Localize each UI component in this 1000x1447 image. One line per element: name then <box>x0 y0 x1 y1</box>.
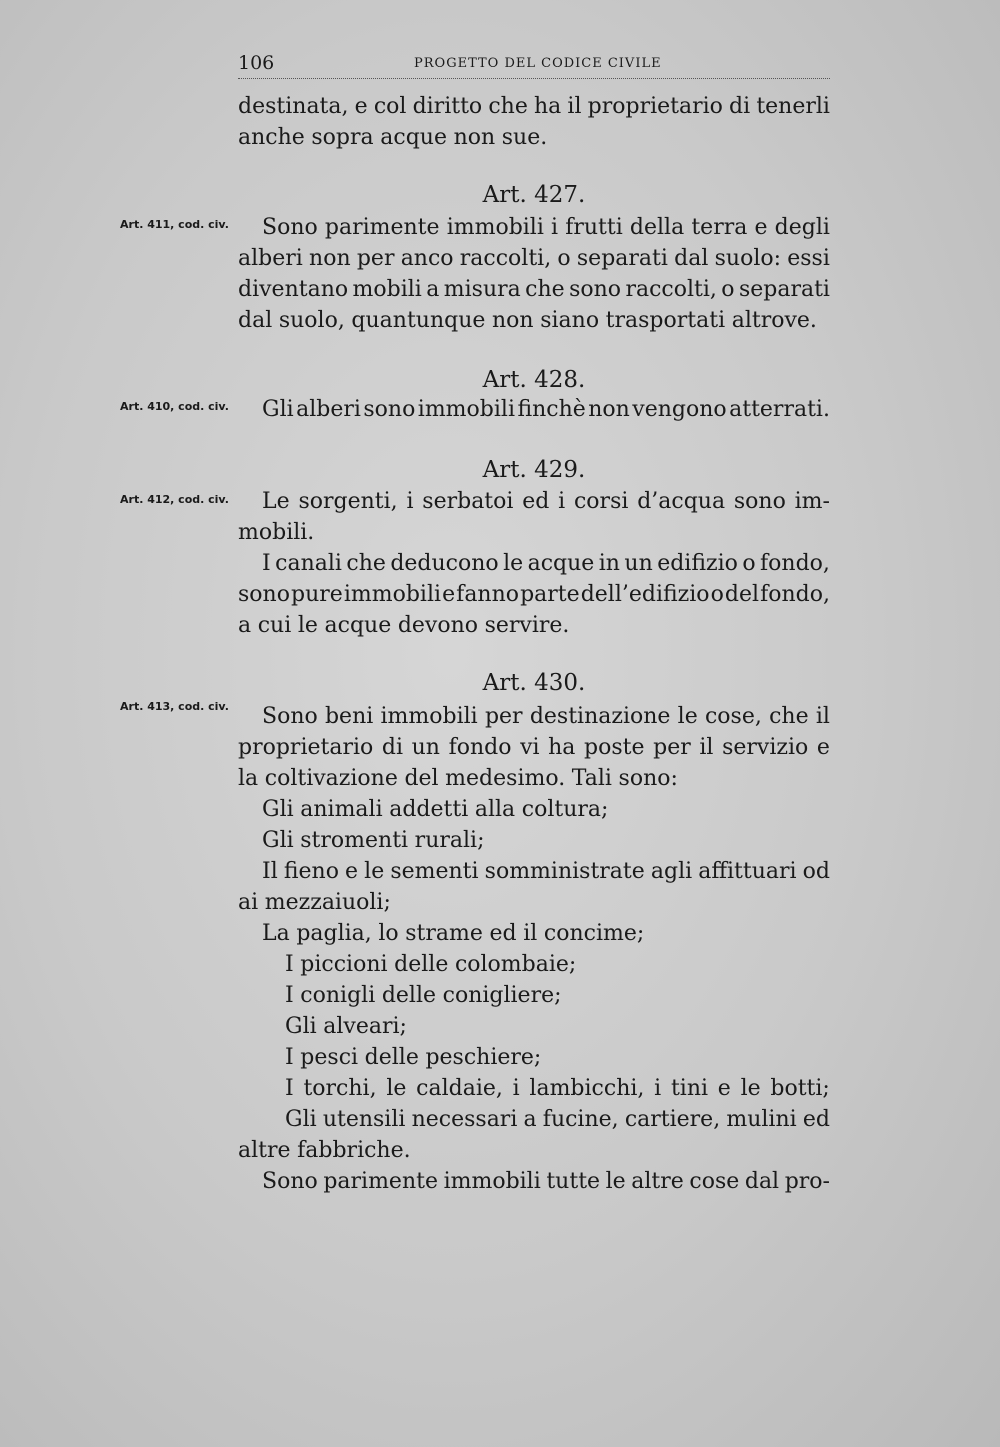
word: deducono <box>390 551 499 576</box>
text-line <box>238 306 830 336</box>
word: i <box>551 215 559 240</box>
word: il <box>815 704 830 729</box>
word: o <box>742 551 756 576</box>
word: per <box>653 735 691 760</box>
word: fieno <box>283 859 339 884</box>
word: che <box>346 551 386 576</box>
margin-note: Art. 410, cod. civ. <box>120 400 229 413</box>
word: degli <box>774 215 830 240</box>
word: sono <box>569 277 622 302</box>
word: e <box>754 215 768 240</box>
word: alberi <box>238 246 303 271</box>
word: agli <box>650 859 693 884</box>
word: corsi <box>573 489 629 514</box>
word: suolo, <box>278 308 345 333</box>
word: altre <box>631 1169 684 1194</box>
word: servire. <box>484 613 570 638</box>
word: le <box>503 551 524 576</box>
text-line <box>238 518 830 548</box>
word: fucine, <box>542 1107 619 1132</box>
word: di <box>729 94 751 119</box>
word: sue. <box>501 125 548 150</box>
word: necessari <box>411 1107 518 1132</box>
word: serbatoi <box>422 489 514 514</box>
word: Gli <box>262 397 294 422</box>
word: La <box>262 921 290 946</box>
word: coltura; <box>521 797 609 822</box>
word: il <box>699 735 714 760</box>
word: finchè <box>517 397 586 422</box>
word: siano <box>540 308 600 333</box>
word: somministrate <box>484 859 645 884</box>
word: conigli <box>300 983 376 1008</box>
text-line <box>238 275 830 305</box>
word: separati <box>576 246 668 271</box>
margin-note: Art. 411, cod. civ. <box>120 218 229 231</box>
word: Sono <box>262 704 318 729</box>
word: i <box>406 489 414 514</box>
word: ai <box>238 890 259 915</box>
word: i <box>512 1076 520 1101</box>
word: beni <box>324 704 374 729</box>
word: misura <box>443 277 521 302</box>
word: sorgenti, <box>298 489 398 514</box>
text-line <box>238 123 830 153</box>
word: Gli <box>285 1107 317 1132</box>
word: che <box>769 704 809 729</box>
word: fondo <box>448 735 512 760</box>
word: tini <box>670 1076 709 1101</box>
word: col <box>373 94 407 119</box>
word: e <box>354 94 368 119</box>
running-title: PROGETTO DEL CODICE CIVILE <box>414 56 662 71</box>
article-heading: Art. 429. <box>482 457 586 483</box>
word: fabbriche. <box>297 1138 411 1163</box>
word: parimente <box>324 215 440 240</box>
word: o <box>557 246 571 271</box>
word: Le <box>262 489 290 514</box>
word: acque <box>527 551 595 576</box>
text-line <box>238 92 830 122</box>
word: acque <box>324 613 392 638</box>
word: proprietario <box>238 735 374 760</box>
text-line <box>262 395 830 425</box>
word: alberi <box>296 397 361 422</box>
word: essi <box>787 246 830 271</box>
word: raccolti, <box>459 246 552 271</box>
word: ha <box>533 94 562 119</box>
word: un <box>411 735 440 760</box>
word: parte <box>520 582 580 607</box>
word: colombaie; <box>454 952 577 977</box>
word: immobili <box>343 582 442 607</box>
word: i <box>558 489 566 514</box>
word: del <box>724 582 760 607</box>
word: altre <box>238 1138 291 1163</box>
word: servizio <box>722 735 809 760</box>
word: caldaie, <box>416 1076 503 1101</box>
word: raccolti, <box>625 277 717 302</box>
word: anco <box>400 246 454 271</box>
text-line <box>285 1105 830 1135</box>
word: Gli <box>262 828 294 853</box>
word: a <box>426 277 440 302</box>
word: le <box>386 1076 407 1101</box>
word: e <box>442 582 456 607</box>
word: in <box>598 551 620 576</box>
word: alveari; <box>323 1014 407 1039</box>
word: sono <box>363 397 416 422</box>
text-line <box>262 1167 830 1197</box>
word: suolo: <box>714 246 782 271</box>
word: addetti <box>389 797 469 822</box>
word: o <box>710 582 724 607</box>
word: Gli <box>262 797 294 822</box>
word: peschiere; <box>425 1045 542 1070</box>
word: animali <box>300 797 383 822</box>
word: ha <box>548 735 576 760</box>
word: fondo, <box>760 551 830 576</box>
word: im- <box>794 489 830 514</box>
word: atterrati. <box>729 397 830 422</box>
word: destinata, <box>238 94 349 119</box>
word: poste <box>584 735 645 760</box>
word: cose <box>689 1169 740 1194</box>
text-line <box>285 1012 830 1042</box>
page-header <box>238 48 830 79</box>
word: Gli <box>285 1014 317 1039</box>
word: della <box>629 215 685 240</box>
text-line <box>285 1074 830 1104</box>
word: od <box>802 859 830 884</box>
word: che <box>525 277 565 302</box>
word: botti; <box>770 1076 830 1101</box>
word: terra <box>691 215 748 240</box>
word: immobili <box>446 215 544 240</box>
word: I <box>285 983 294 1008</box>
word: trasportati <box>605 308 726 333</box>
word: parimente <box>323 1169 438 1194</box>
word: mobili. <box>238 520 315 545</box>
word: immobili <box>417 397 515 422</box>
article-heading: Art. 430. <box>482 670 586 696</box>
word: fondo, <box>760 582 830 607</box>
word: delle <box>381 983 437 1008</box>
text-line <box>285 950 830 980</box>
word: rurali; <box>414 828 485 853</box>
word: ed <box>489 921 517 946</box>
word: immobili <box>380 704 478 729</box>
word: piccioni <box>300 952 388 977</box>
word: tenerli <box>756 94 830 119</box>
word: o <box>721 277 735 302</box>
word: dal <box>238 308 273 333</box>
text-line <box>238 733 830 763</box>
word: sementi <box>390 859 479 884</box>
word: strame <box>405 921 483 946</box>
article-heading: Art. 428. <box>482 367 586 393</box>
text-line <box>262 857 830 887</box>
word: diritto <box>412 94 483 119</box>
text-line <box>262 702 830 732</box>
word: la <box>238 766 259 791</box>
word: e <box>816 735 830 760</box>
page-number: 106 <box>238 52 275 74</box>
word: I <box>285 952 294 977</box>
word: le <box>677 704 698 729</box>
word: canali <box>275 551 342 576</box>
word: alla <box>474 797 516 822</box>
word: cartiere, <box>624 1107 721 1132</box>
word: dell’edifizio <box>580 582 710 607</box>
margin-note: Art. 413, cod. civ. <box>120 700 229 713</box>
text-line <box>262 826 830 856</box>
word: delle <box>364 1045 419 1070</box>
word: I <box>285 1076 294 1101</box>
word: e <box>345 859 359 884</box>
word: vi <box>520 735 540 760</box>
word: Sono <box>262 1169 318 1194</box>
word: immobili <box>443 1169 541 1194</box>
word: dal <box>674 246 709 271</box>
text-line <box>238 244 830 274</box>
text-line <box>262 795 830 825</box>
word: mulini <box>726 1107 797 1132</box>
article-heading: Art. 427. <box>482 182 586 208</box>
word: Sono <box>262 215 318 240</box>
word: sono <box>238 582 290 607</box>
word: sono <box>733 489 786 514</box>
word: pesci <box>300 1045 359 1070</box>
word: le <box>740 1076 761 1101</box>
word: torchi, <box>303 1076 377 1101</box>
word: devono <box>397 613 479 638</box>
word: anche <box>238 125 305 150</box>
word: e <box>717 1076 731 1101</box>
word: ed <box>522 489 550 514</box>
text-line <box>285 1043 830 1073</box>
word: dal <box>744 1169 780 1194</box>
word: il <box>523 921 538 946</box>
word: stromenti <box>300 828 409 853</box>
word: il <box>567 94 582 119</box>
word: le <box>364 859 385 884</box>
word: tutte <box>546 1169 601 1194</box>
word: non <box>588 397 630 422</box>
word: utensili <box>322 1107 406 1132</box>
text-line <box>262 549 830 579</box>
word: non <box>492 308 534 333</box>
word: che <box>488 94 528 119</box>
word: di <box>381 735 403 760</box>
word: mobili <box>352 277 422 302</box>
word: cui <box>257 613 292 638</box>
word: I <box>262 551 271 576</box>
word: le <box>297 613 318 638</box>
word: I <box>285 1045 294 1070</box>
word: fanno <box>456 582 520 607</box>
word: d’acqua <box>637 489 726 514</box>
word: sono: <box>618 766 678 791</box>
word: Tali <box>571 766 612 791</box>
text-line <box>238 888 830 918</box>
word: a <box>238 613 252 638</box>
word: sopra <box>311 125 374 150</box>
word: concime; <box>543 921 645 946</box>
word: per <box>356 246 395 271</box>
word: coltivazione <box>264 766 398 791</box>
word: altrove. <box>731 308 817 333</box>
word: delle <box>394 952 449 977</box>
text-line <box>285 981 830 1011</box>
word: cose, <box>704 704 762 729</box>
word: diventano <box>238 277 349 302</box>
word: proprietario <box>587 94 723 119</box>
word: pro- <box>784 1169 830 1194</box>
word: vengono <box>632 397 727 422</box>
word: un <box>624 551 653 576</box>
word: lo <box>378 921 399 946</box>
word: pure <box>291 582 343 607</box>
word: a <box>523 1107 537 1132</box>
word: del <box>404 766 439 791</box>
text-line <box>238 764 830 794</box>
word: paglia, <box>296 921 372 946</box>
word: medesimo. <box>445 766 566 791</box>
word: le <box>605 1169 626 1194</box>
word: non <box>453 125 496 150</box>
text-line <box>238 580 830 610</box>
word: lambicchi, <box>529 1076 645 1101</box>
text-line <box>238 1136 830 1166</box>
word: acque <box>380 125 447 150</box>
text-line <box>238 611 830 641</box>
word: edifizio <box>657 551 738 576</box>
word: frutti <box>565 215 623 240</box>
text-line <box>262 487 830 517</box>
word: destinazione <box>529 704 671 729</box>
word: mezzaiuoli; <box>264 890 391 915</box>
word: per <box>484 704 523 729</box>
word: quantunque <box>351 308 486 333</box>
text-line <box>262 919 830 949</box>
word: separati <box>738 277 830 302</box>
word: non <box>309 246 351 271</box>
word: Il <box>262 859 278 884</box>
word: ed <box>802 1107 830 1132</box>
word: affittuari <box>698 859 797 884</box>
word: i <box>654 1076 662 1101</box>
word: conigliere; <box>442 983 562 1008</box>
text-line <box>262 213 830 243</box>
margin-note: Art. 412, cod. civ. <box>120 493 229 506</box>
